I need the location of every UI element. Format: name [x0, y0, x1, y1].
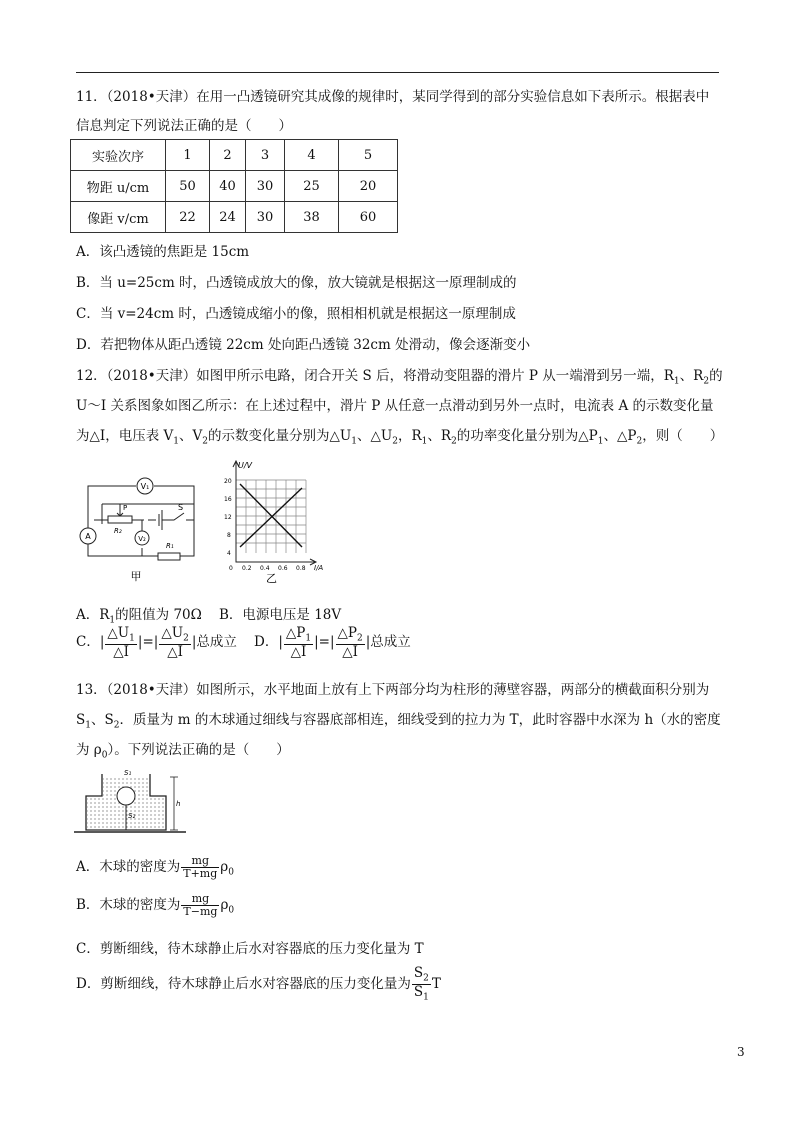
- table-cell: 2: [210, 140, 246, 171]
- x-tick: 0.4: [260, 565, 270, 572]
- a-label: A: [85, 532, 91, 541]
- v2-label: V₂: [138, 535, 146, 543]
- q11-option-c: C．当 v=24cm 时，凸透镜成缩小的像，照相相机就是根据这一原理制成: [76, 306, 516, 322]
- table-cell: 30: [246, 202, 285, 233]
- table-cell: 像距 v/cm: [71, 202, 166, 233]
- table-cell: 50: [166, 171, 210, 202]
- table-cell: 38: [285, 202, 339, 233]
- table-cell: 4: [285, 140, 339, 171]
- rheostat-icon: [108, 516, 132, 523]
- figure-yi-label: 乙: [266, 572, 277, 585]
- resistor-r1-icon: [158, 553, 180, 560]
- table-cell: 3: [246, 140, 285, 171]
- q11-option-d: D．若把物体从距凸透镜 22cm 处向距凸透镜 32cm 处滑动，像会逐渐变小: [76, 337, 531, 353]
- header-rule: [76, 72, 719, 73]
- figure-jia-label: 甲: [130, 570, 142, 583]
- q12-stem-line2: U～I 关系图象如图乙所示：在上述过程中，滑片 P 从任意一点滑动到另外一点时，电流表 A 的示数变化量: [76, 398, 714, 414]
- table-cell: 60: [339, 202, 398, 233]
- r1-label: R₁: [166, 542, 174, 550]
- table-row: [71, 140, 398, 171]
- q11-option-b: B．当 u=25cm 时，凸透镜成放大的像，放大镜就是根据这一原理制成的: [76, 275, 517, 291]
- x-tick: 0: [229, 565, 233, 572]
- y-tick: 4: [227, 550, 231, 557]
- wooden-ball-icon: [117, 787, 135, 805]
- table-cell: 1: [166, 140, 210, 171]
- table-cell: 24: [210, 202, 246, 233]
- axis-arrow-icon: [233, 461, 316, 565]
- q13-stem-line1: 13．（2018•天津）如图所示，水平地面上放有上下两部分均为柱形的薄壁容器，两部分的横截面积分别为: [76, 682, 710, 698]
- q12-stem-line1: 12．（2018•天津）如图甲所示电路，闭合开关 S 后，将滑动变阻器的滑片 P 从一端滑到另一端，$R_1$、$R_2$的: [76, 368, 723, 387]
- q13-option-d: D．剪断细线，待木球静止后水对容器底的压力变化量为 $\frac{S_2}{S_1}$ T: [76, 965, 441, 1003]
- table-cell: 5: [339, 140, 398, 171]
- table-cell: 25: [285, 171, 339, 202]
- p-label: P: [123, 504, 128, 512]
- table-cell: 30: [246, 171, 285, 202]
- s2-label: S₂: [128, 812, 136, 820]
- y-axis-label: U/V: [238, 461, 253, 470]
- y-tick: 8: [227, 532, 231, 539]
- q12-options-cd: C．| $\frac{\triangle U_1}{\triangle I}$ |=| $\frac{\triangle U_2}{\triangle I}$ |总成立 D．| $\frac{\triangle P_1}{\triangle I}$ |=| $\frac{\triangle P_2}{\triangle I}$ |总成立: [76, 625, 411, 661]
- x-axis-label: I/A: [314, 564, 324, 572]
- q11-stem-line2: 信息判定下列说法正确的是（ ）: [76, 118, 292, 134]
- y-tick: 12: [224, 514, 232, 521]
- s-label: S: [178, 503, 184, 512]
- x-tick: 0.2: [242, 565, 252, 572]
- r2-label: R₂: [114, 527, 122, 535]
- u-i-graph: [216, 458, 338, 586]
- q11-option-a: A．该凸透镜的焦距是 15cm: [76, 244, 250, 260]
- h-label: h: [176, 800, 181, 808]
- y-tick: 16: [224, 496, 232, 503]
- table-cell: 20: [339, 171, 398, 202]
- circuit-diagram: [74, 476, 210, 586]
- v1-label: V₁: [140, 482, 150, 491]
- q13-option-a: A．木球的密度为 $\frac{mg}{T+mg}$ $\rho_0$: [76, 854, 234, 880]
- table-cell: 实验次序: [71, 140, 166, 171]
- table-row: [71, 171, 398, 202]
- q12-options-ab: A．$R_1$的阻值为 70Ω B．电源电压是 18V: [76, 607, 342, 626]
- s1-label: S₁: [124, 769, 132, 777]
- table-cell: 40: [210, 171, 246, 202]
- y-tick: 20: [224, 478, 232, 485]
- page-number: 3: [737, 1045, 745, 1059]
- container-diagram: [74, 766, 192, 838]
- q11-stem-line1: 11．（2018•天津）在用一凸透镜研究其成像的规律时，某同学得到的部分实验信息如下表所示。根据表中: [76, 89, 710, 105]
- q13-option-b: B．木球的密度为 $\frac{mg}{T-mg}$ $\rho_0$: [76, 892, 235, 918]
- q12-stem-line3: 为△I，电压表 $V_1$、$V_2$的示数变化量分别为$\triangle U_1$、$\triangle U_2$，$R_1$、$R_2$的功率变化量分别为$\triangle P_1$、$\triangle P_2$，则（ ）: [76, 428, 724, 447]
- table-row: [71, 202, 398, 233]
- q13-stem-line2: $S_1$、$S_2$．质量为 m 的木球通过细线与容器底部相连，细线受到的拉力为 T，此时容器中水深为 h（水的密度: [76, 712, 721, 731]
- q11-data-table: [70, 139, 398, 233]
- table-cell: 22: [166, 202, 210, 233]
- q13-option-c: C．剪断细线，待木球静止后水对容器底的压力变化量为 T: [76, 941, 424, 957]
- table-cell: 物距 u/cm: [71, 171, 166, 202]
- x-tick: 0.6: [278, 565, 288, 572]
- q13-stem-line3: 为 $\rho_0$）。下列说法正确的是（ ）: [76, 742, 290, 761]
- x-tick: 0.8: [296, 565, 306, 572]
